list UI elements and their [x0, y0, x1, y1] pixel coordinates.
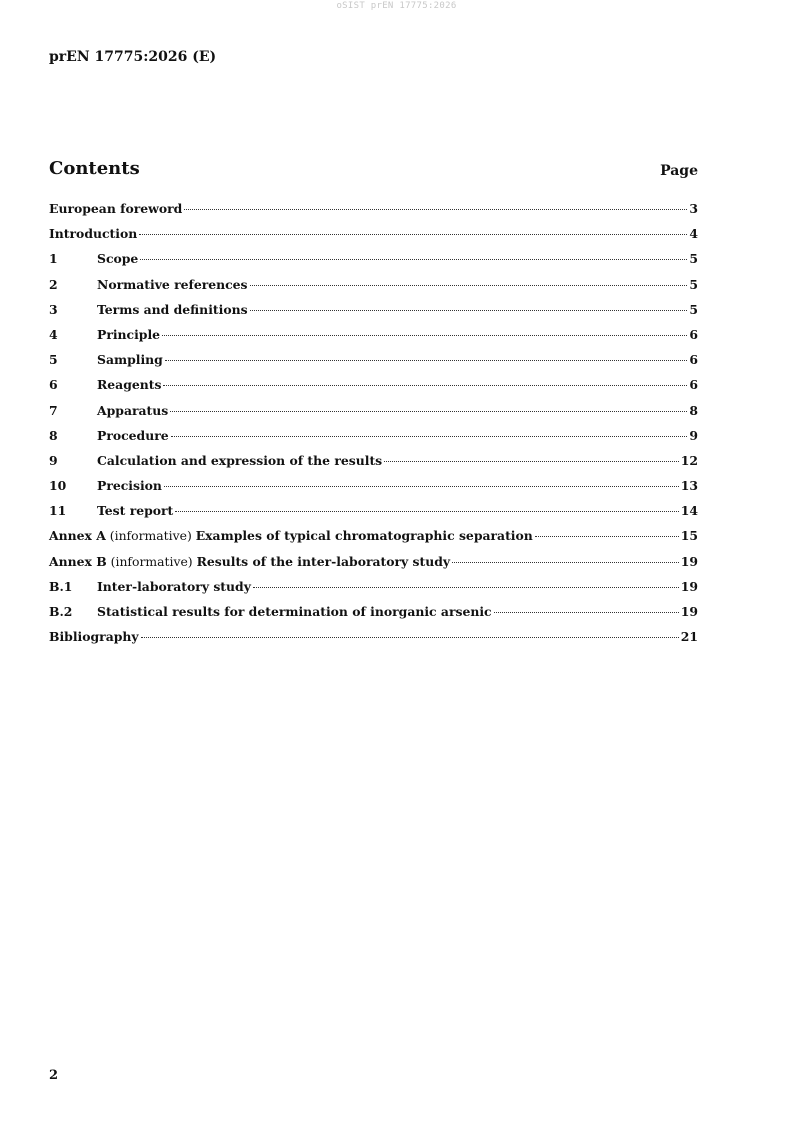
toc-annex-label: Annex B [49, 553, 107, 569]
toc-entry-page: 13 [680, 478, 698, 494]
toc-dot-leader [164, 486, 679, 487]
toc-entry[interactable] [49, 249, 698, 274]
toc-dot-leader [184, 209, 687, 210]
toc-entry[interactable] [49, 300, 698, 325]
toc-entry-title: Statistical results for determination of inorganic arsenic [97, 604, 492, 619]
toc-dot-leader [253, 587, 679, 588]
toc-entry[interactable] [49, 275, 698, 300]
toc-entry[interactable] [49, 526, 698, 551]
toc-entry-title: Introduction [49, 226, 138, 242]
toc-entry[interactable] [49, 426, 698, 451]
toc-dot-leader [250, 310, 688, 311]
toc-dot-leader [494, 612, 679, 613]
toc-dot-leader [141, 637, 679, 638]
toc-entry-page: 5 [689, 301, 698, 317]
toc-annex-label: Annex A [49, 528, 106, 544]
toc-entry[interactable] [49, 476, 698, 501]
contents-header [49, 157, 698, 181]
toc-entry[interactable] [49, 627, 698, 652]
toc-entry-title: Scope [97, 251, 139, 267]
toc-entry-page: 5 [689, 251, 698, 267]
toc-entry[interactable] [49, 375, 698, 400]
toc-entry-page: 19 [680, 604, 698, 619]
toc-entry-page: 14 [680, 503, 698, 519]
toc-entry[interactable] [49, 350, 698, 375]
toc-entry-title: Inter-laboratory study [97, 578, 251, 594]
toc-entry-title: Precision [97, 478, 162, 494]
toc-entry[interactable] [49, 552, 698, 577]
contents-title: Contents [49, 158, 140, 179]
toc-entry-number: 6 [49, 377, 58, 393]
toc-entry-title: Procedure [97, 427, 169, 443]
toc-entry-number: 8 [49, 427, 58, 443]
toc-dot-leader [170, 411, 687, 412]
toc-entry-title: Calculation and expression of the results [97, 452, 383, 468]
toc-annex-informative: (informative) [105, 528, 196, 544]
toc-entry[interactable] [49, 451, 698, 476]
toc-entry[interactable] [49, 602, 698, 627]
toc-entry-title: Reagents [97, 377, 162, 393]
table-of-contents [49, 199, 698, 652]
toc-entry-title: Test report [97, 503, 174, 519]
toc-entry-page: 6 [689, 352, 698, 368]
toc-entry-page: 9 [689, 427, 698, 443]
toc-entry-title: Principle [97, 326, 161, 342]
toc-dot-leader [535, 536, 679, 537]
toc-dot-leader [452, 562, 679, 563]
watermark: oSIST prEN 17775:2026 [336, 1, 457, 11]
toc-entry-number: B.1 [49, 578, 73, 594]
toc-entry-page: 4 [689, 226, 698, 242]
toc-entry-page: 8 [689, 402, 698, 418]
toc-entry-number: 1 [49, 251, 58, 267]
toc-entry-page: 12 [680, 452, 698, 468]
toc-entry-page: 3 [689, 201, 698, 216]
toc-dot-leader [171, 436, 688, 437]
toc-entry-title: Terms and definitions [97, 301, 248, 317]
toc-entry-title: Apparatus [97, 402, 169, 418]
toc-entry-title: Sampling [97, 352, 163, 368]
toc-dot-leader [250, 285, 688, 286]
toc-entry-page: 15 [680, 528, 698, 544]
toc-entry[interactable] [49, 501, 698, 526]
toc-entry[interactable] [49, 199, 698, 224]
toc-entry[interactable] [49, 577, 698, 602]
toc-entry-page: 21 [680, 629, 698, 645]
toc-entry-page: 19 [680, 553, 698, 569]
toc-entry[interactable] [49, 401, 698, 426]
document-id: prEN 17775:2026 (E) [49, 49, 217, 65]
toc-entry-number: 7 [49, 402, 58, 418]
toc-entry-title: Bibliography [49, 629, 139, 645]
toc-dot-leader [139, 234, 687, 235]
toc-entry-number: 11 [49, 503, 67, 519]
toc-entry-page: 19 [680, 578, 698, 594]
toc-entry-title: Examples of typical chromatographic separation [195, 528, 533, 544]
toc-dot-leader [140, 259, 687, 260]
toc-entry-number: 10 [49, 478, 67, 494]
toc-entry-number: 4 [49, 326, 58, 342]
toc-dot-leader [175, 511, 678, 512]
toc-entry[interactable] [49, 224, 698, 249]
toc-entry-page: 6 [689, 326, 698, 342]
page-number: 2 [49, 1068, 59, 1083]
toc-entry-number: 2 [49, 276, 58, 292]
toc-dot-leader [163, 385, 687, 386]
toc-entry-number: B.2 [49, 604, 73, 619]
toc-entry-number: 9 [49, 452, 58, 468]
toc-entry-number: 3 [49, 301, 58, 317]
toc-entry-title: Results of the inter-laboratory study [196, 553, 451, 569]
page-column-label: Page [660, 163, 698, 179]
toc-entry-number: 5 [49, 352, 58, 368]
toc-annex-informative: (informative) [106, 553, 197, 569]
toc-entry-page: 6 [689, 377, 698, 393]
toc-entry-title: European foreword [49, 201, 183, 216]
toc-entry[interactable] [49, 325, 698, 350]
toc-dot-leader [162, 335, 687, 336]
toc-entry-title: Normative references [97, 276, 248, 292]
toc-dot-leader [165, 360, 688, 361]
toc-dot-leader [384, 461, 679, 462]
toc-entry-page: 5 [689, 276, 698, 292]
